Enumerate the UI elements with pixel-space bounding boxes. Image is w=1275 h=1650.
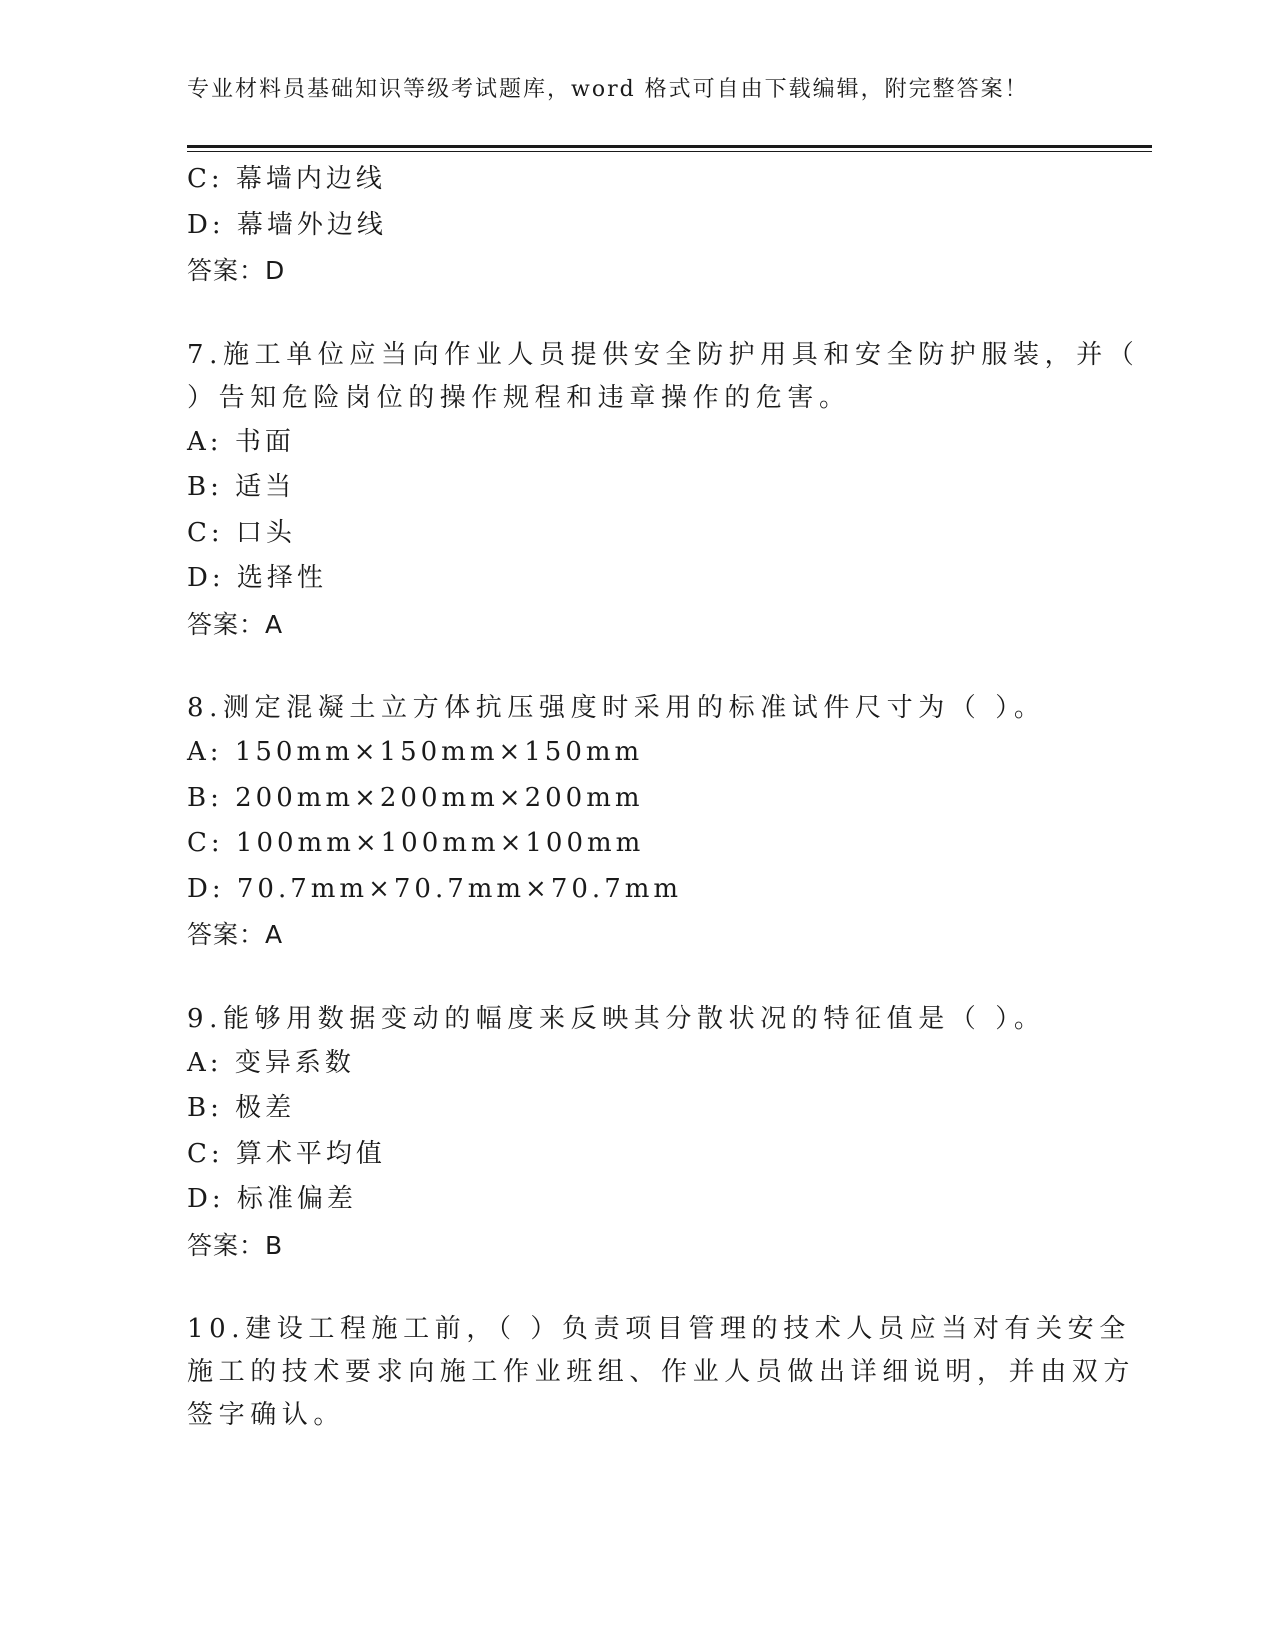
option-c: C: 算术平均值 [187,1138,386,1169]
question-10 [187,1308,1136,1437]
option-d: D: 选择性 [187,563,327,593]
question-8 [187,687,1087,958]
option-c: C: 100mm×100mm×100mm [187,828,645,858]
option-d: D: 标准偏差 [187,1184,357,1214]
answer: 答案：B [187,1230,284,1260]
option-d: D: 70.7mm×70.7mm×70.7mm [187,873,683,904]
header-rule-thick [187,145,1152,148]
header-rule-thin [187,151,1152,152]
option-d: D: 幕墙外边线 [187,209,387,240]
option-a: A: 变异系数 [187,1047,355,1078]
answer: 答案：D [187,256,286,285]
option-c: C: 幕墙内边线 [187,164,386,194]
question-stem: 9.能够用数据变动的幅度来反映其分散状况的特征值是（ ）。 [187,1003,1046,1034]
question-stem: 7.施工单位应当向作业人员提供安全防护用具和安全防护服装，并（ ）告知危险岗位的操作规程和违章操作的危害。 [187,339,1140,413]
option-b: B: 极差 [187,1093,296,1123]
question-stem: 10.建设工程施工前，（ ）负责项目管理的技术人员应当对有关安全 施工的技术要求向施工作业班组、作业人员做出详细说明，并由双方 签字确认。 [187,1314,1136,1430]
option-c: C: 口头 [187,517,296,548]
question-stem: 8.测定混凝土立方体抗压强度时采用的标准试件尺寸为（ ）。 [187,693,1046,723]
question-9 [187,998,1087,1269]
option-b: B: 适当 [187,472,296,502]
answer: 答案：A [187,920,284,949]
option-a: A: 150mm×150mm×150mm [187,737,644,767]
answer: 答案：A [187,609,284,639]
prev-question [187,157,1087,294]
exam-content [187,157,1140,1437]
question-7 [187,334,1140,648]
page-header: 专业材料员基础知识等级考试题库，word 格式可自由下载编辑，附完整答案！ [187,77,1029,102]
option-a: A: 书面 [187,426,295,457]
option-b: B: 200mm×200mm×200mm [187,782,644,813]
